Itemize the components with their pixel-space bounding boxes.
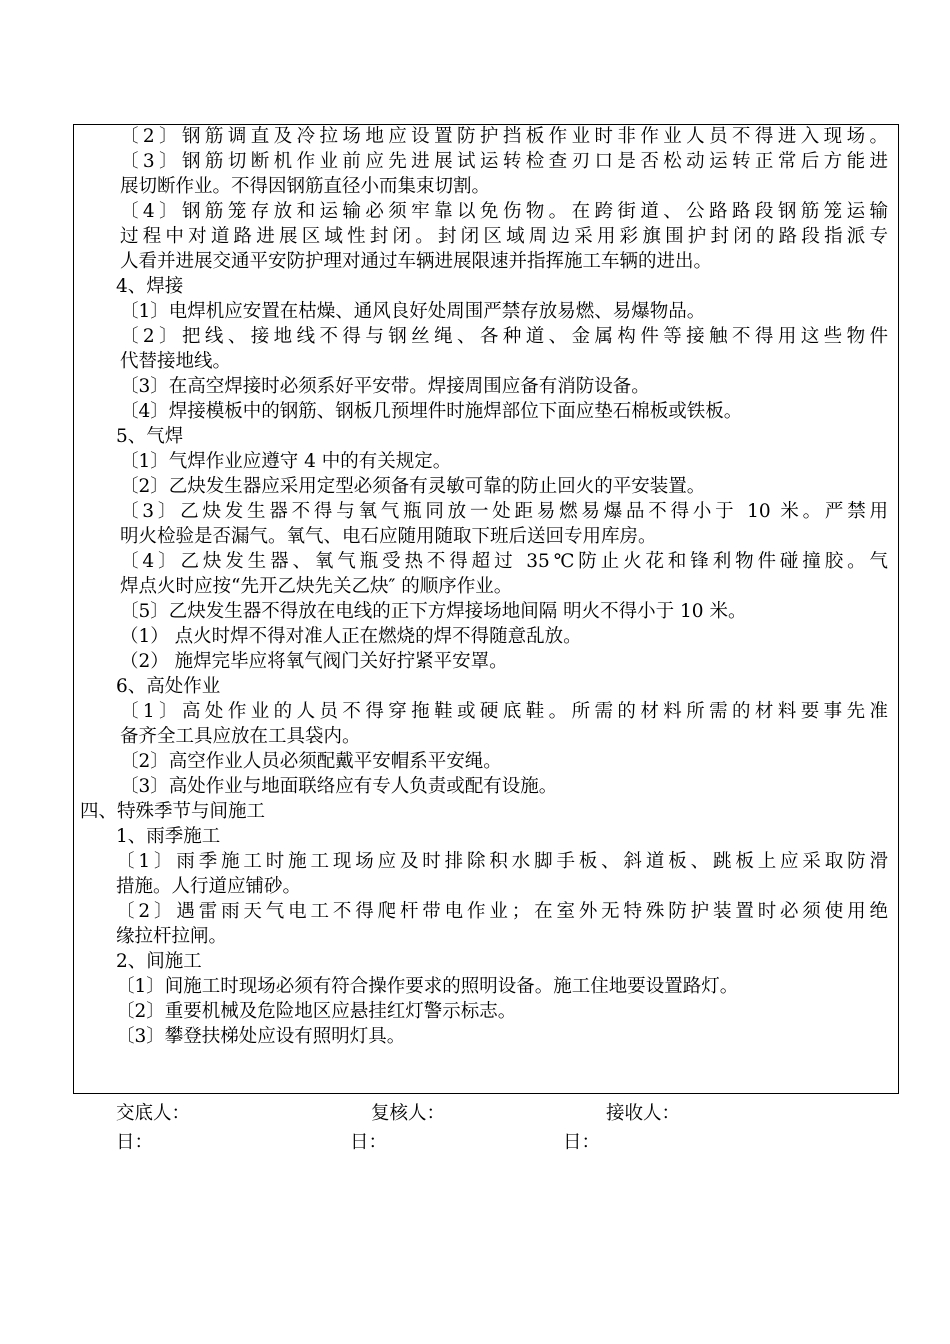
text-line: 〔3〕攀登扶梯处应设有照明灯具。 (116, 1026, 406, 1047)
reviewer-date-label: 日： (350, 1132, 388, 1153)
text-line: 〔1〕电焊机应安置在枯燥、通风良好处周围严禁存放易燃、易爆物品。 (120, 301, 706, 322)
text-line: （2） 施焊完毕应将氧气阀门关好拧紧平安罩。 (120, 651, 508, 672)
text-line: 〔2〕高空作业人员必须配戴平安帽系平安绳。 (120, 751, 502, 772)
text-line: 〔1〕高处作业的人员不得穿拖鞋或硬底鞋。所需的材料所需的材料要事先准 (120, 701, 888, 722)
text-line: 〔2〕钢筋调直及冷拉场地应设置防护挡板作业时非作业人员不得进入现场。 (120, 126, 888, 147)
text-line: 〔2〕遇雷雨天气电工不得爬杆带电作业；在室外无特殊防护装置时必须使用绝 (116, 901, 888, 922)
receiver-date-label: 日： (563, 1132, 601, 1153)
text-line: 〔2〕乙炔发生器应采用定型必须备有灵敏可靠的防止回火的平安装置。 (120, 476, 706, 497)
text-line: 焊点火时应按“先开乙炔先关乙炔″ 的顺序作业。 (120, 576, 513, 597)
text-line: 措施。人行道应铺砂。 (116, 876, 302, 897)
text-line: 〔2〕重要机械及危险地区应悬挂红灯警示标志。 (116, 1001, 517, 1022)
text-line: 缘拉杆拉闸。 (116, 926, 228, 947)
text-line: （1） 点火时焊不得对准人正在燃烧的焊不得随意乱放。 (120, 626, 582, 647)
text-line: 〔3〕钢筋切断机作业前应先进展试运转检查刃口是否松动运转正常后方能进 (120, 151, 888, 172)
section-heading: 4、焊接 (116, 276, 184, 297)
text-line: 展切断作业。不得因钢筋直径小而集束切割。 (120, 176, 491, 197)
text-line: 〔5〕乙炔发生器不得放在电线的正下方焊接场地间隔 明火不得小于 10 米。 (120, 601, 747, 622)
text-line: 〔3〕乙炔发生器不得与氧气瓶同放一处距易燃易爆品不得小于 10 米。严禁用 (120, 501, 888, 522)
section-heading: 2、间施工 (116, 951, 202, 972)
presenter-date-label: 日： (116, 1132, 154, 1153)
reviewer-label: 复核人： (371, 1103, 446, 1124)
text-line: 〔1〕间施工时现场必须有符合操作要求的照明设备。施工住地要设置路灯。 (116, 976, 739, 997)
section-heading: 6、高处作业 (116, 676, 221, 697)
text-line: 〔2〕把线、接地线不得与钢丝绳、各种道、金属构件等接触不得用这些物件 (120, 326, 888, 347)
chapter-heading: 四、特殊季节与间施工 (80, 801, 266, 822)
text-line: 〔1〕雨季施工时施工现场应及时排除积水脚手板、斜道板、跳板上应采取防滑 (116, 851, 888, 872)
text-line: 〔4〕钢筋笼存放和运输必须牢靠以免伤物。在跨街道、公路路段钢筋笼运输 (120, 201, 888, 222)
presenter-label: 交底人： (116, 1103, 191, 1124)
receiver-label: 接收人： (606, 1103, 681, 1124)
text-line: 〔4〕焊接模板中的钢筋、钢板几预埋件时施焊部位下面应垫石棉板或铁板。 (120, 401, 743, 422)
text-line: 明火检验是否漏气。氧气、电石应随用随取下班后送回专用库房。 (120, 526, 657, 547)
text-line: 〔4〕乙炔发生器、氧气瓶受热不得超过 35℃防止火花和锋利物件碰撞胶。气 (120, 551, 888, 572)
text-line: 人看并进展交通平安防护理对通过车辆进展限速并指挥施工车辆的进出。 (120, 251, 713, 272)
section-heading: 1、雨季施工 (116, 826, 221, 847)
text-line: 代替接地线。 (120, 351, 232, 372)
section-heading: 5、气焊 (116, 426, 184, 447)
text-line: 过程中对道路进展区域性封闭。封闭区域周边采用彩旗围护封闭的路段指派专 (120, 226, 888, 247)
text-line: 备齐全工具应放在工具袋内。 (120, 726, 361, 747)
text-line: 〔3〕在高空焊接时必须系好平安带。焊接周围应备有消防设备。 (120, 376, 650, 397)
text-line: 〔1〕气焊作业应遵守 4 中的有关规定。 (120, 451, 452, 472)
text-line: 〔3〕高处作业与地面联络应有专人负责或配有设施。 (120, 776, 558, 797)
